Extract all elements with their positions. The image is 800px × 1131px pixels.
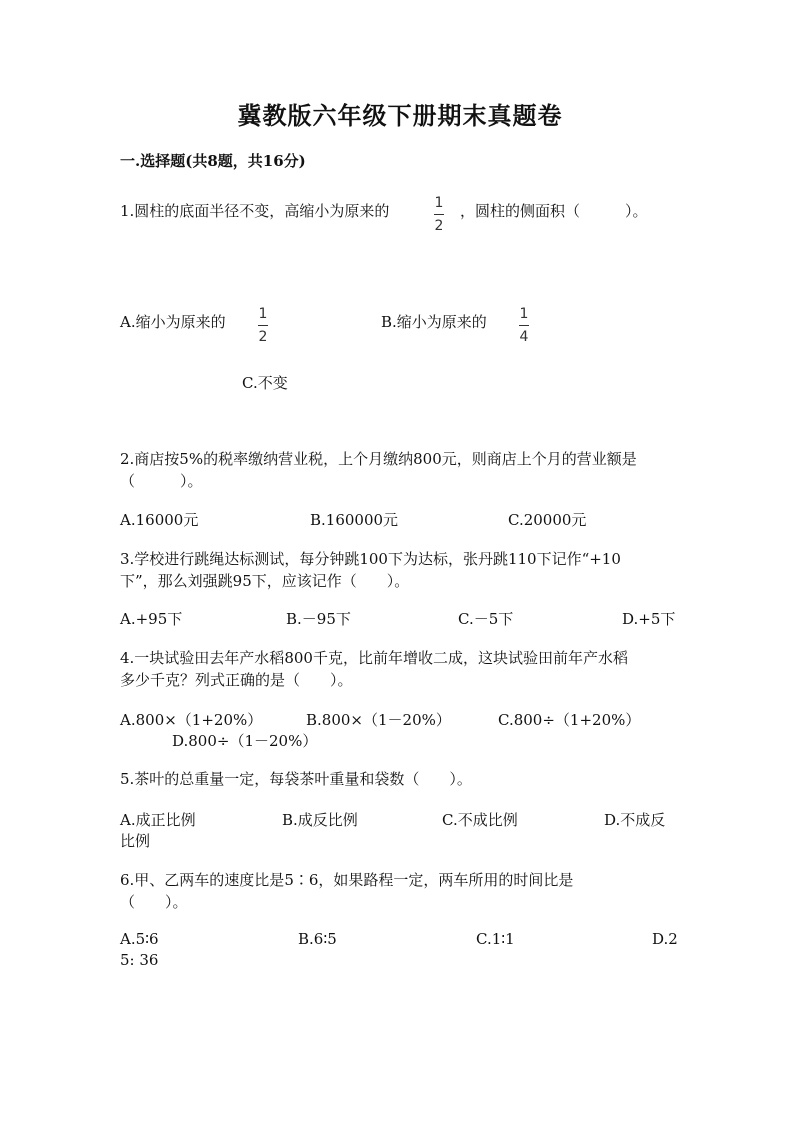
- option-b-fraction: [519, 307, 529, 344]
- fraction-numerator: 1: [258, 306, 268, 322]
- question-6-line-2: （ ）。: [120, 893, 188, 911]
- fraction-bar: [519, 325, 529, 326]
- fraction-denominator: 2: [258, 329, 268, 345]
- question-5-option-a: A.成正比例: [120, 811, 196, 829]
- fraction-denominator: 4: [519, 329, 529, 345]
- question-3-option-c: C.－5下: [458, 610, 514, 628]
- fraction-denominator: 2: [434, 218, 444, 234]
- question-5-option-b: B.成反比例: [282, 811, 358, 829]
- fraction-bar: [258, 325, 268, 326]
- question-5-option-d-wrap: 比例: [120, 832, 151, 850]
- question-6-option-b: B.6∶5: [298, 930, 337, 948]
- question-1-text-before: 1.圆柱的底面半径不变，高缩小为原来的: [120, 202, 390, 220]
- option-a-fraction: [258, 307, 268, 344]
- fraction-numerator: 1: [434, 195, 444, 211]
- question-2-line-1: 2.商店按5%的税率缴纳营业税，上个月缴纳800元，则商店上个月的营业额是: [120, 450, 637, 468]
- question-4-option-a: A.800×（1+20%）: [120, 711, 263, 729]
- question-1-fraction: [434, 196, 444, 233]
- question-6-option-c: C.1∶1: [476, 930, 515, 948]
- question-2-line-2: （ ）。: [120, 472, 203, 490]
- question-4-line-2: 多少千克？列式正确的是（ ）。: [120, 671, 353, 689]
- question-3-line-2: 下”，那么刘强跳95下，应该记作（ ）。: [120, 572, 410, 590]
- question-1-option-a: A.缩小为原来的: [120, 313, 226, 331]
- question-3-option-d: D.+5下: [622, 610, 676, 628]
- question-6-option-d-wrap: 5: 36: [120, 951, 159, 969]
- question-1-option-b: B.缩小为原来的: [381, 313, 487, 331]
- question-3-option-a: A.+95下: [120, 610, 183, 628]
- question-5-option-d: D.不成反: [604, 811, 666, 829]
- question-6-line-1: 6.甲、乙两车的速度比是5∶6，如果路程一定，两车所用的时间比是: [120, 871, 574, 889]
- fraction-numerator: 1: [519, 306, 529, 322]
- section-heading: 一.选择题(共8题，共16分): [120, 152, 306, 170]
- question-3-option-b: B.－95下: [286, 610, 351, 628]
- question-3-line-1: 3.学校进行跳绳达标测试，每分钟跳100下为达标，张丹跳110下记作“+10: [120, 550, 621, 568]
- question-2-option-c: C.20000元: [508, 511, 587, 529]
- question-4-option-c: C.800÷（1+20%）: [498, 711, 641, 729]
- question-5-option-c: C.不成比例: [442, 811, 518, 829]
- question-4-line-1: 4.一块试验田去年产水稻800千克，比前年增收二成，这块试验田前年产水稻: [120, 649, 628, 667]
- question-2-option-b: B.160000元: [310, 511, 399, 529]
- question-2-option-a: A.16000元: [120, 511, 199, 529]
- question-4-option-d: D.800÷（1－20%）: [172, 732, 318, 750]
- question-6-option-a: A.5∶6: [120, 930, 159, 948]
- fraction-bar: [434, 214, 444, 215]
- question-6-option-d: D.2: [652, 930, 678, 948]
- question-5-line-1: 5.茶叶的总重量一定，每袋茶叶重量和袋数（ ）。: [120, 770, 472, 788]
- question-4-option-b: B.800×（1－20%）: [306, 711, 451, 729]
- question-1-option-c: C.不变: [242, 374, 288, 392]
- page-title: 冀教版六年级下册期末真题卷: [237, 101, 563, 130]
- question-1-text-after: ，圆柱的侧面积（ ）。: [460, 202, 648, 220]
